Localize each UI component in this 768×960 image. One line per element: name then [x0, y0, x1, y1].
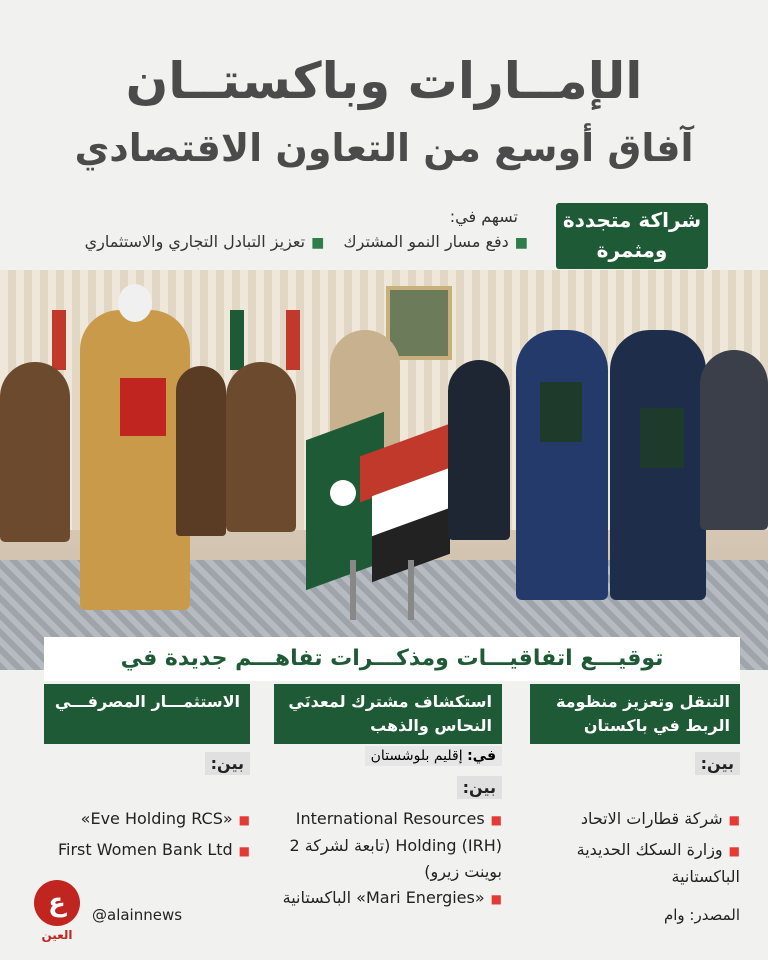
- between-label: بين:: [695, 752, 740, 775]
- person-head: [118, 284, 152, 322]
- agreement-card-transport: التنقل وتعزيز منظومة الربط في باكستان: [530, 684, 740, 744]
- person: [516, 330, 608, 600]
- contributes-item: دفع مسار النمو المشترك: [343, 232, 509, 251]
- bullet-icon: ■: [490, 892, 502, 906]
- person: [80, 310, 190, 610]
- between-label: بين:: [205, 752, 250, 775]
- bullet-icon: ■: [238, 844, 250, 858]
- person: [0, 362, 70, 542]
- contributes-list: [85, 232, 528, 251]
- party-list: [274, 806, 502, 912]
- list-item: ■وزارة السكك الحديدية الباكستانية: [576, 840, 740, 886]
- person: [176, 366, 226, 536]
- bullet-icon: ■: [728, 813, 740, 827]
- signing-ceremony-photo: [0, 270, 768, 670]
- party-list: [540, 806, 740, 890]
- list-item: ■«Mari Energies» الباكستانية: [282, 888, 502, 907]
- between-label: بين:: [457, 776, 502, 799]
- page-subtitle: آفاق أوسع من التعاون الاقتصادي: [74, 126, 694, 170]
- flag-pole: [350, 560, 356, 620]
- list-item: ■«Eve Holding RCS»: [80, 809, 250, 828]
- green-folder: [540, 382, 582, 442]
- agreement-card-banking: الاستثمـــار المصرفـــي: [44, 684, 250, 744]
- source-label: المصدر: وام: [663, 906, 740, 924]
- agreements-banner: توقيـــع اتفاقيـــات ومذكـــرات تفاهـــم جديدة في: [44, 637, 740, 681]
- list-item: ■First Women Bank Ltd: [57, 840, 250, 859]
- bullet-icon: ■: [490, 813, 502, 827]
- agreement-card-mining: استكشاف مشترك لمعدنَي النحاس والذهب: [274, 684, 502, 744]
- page-title: الإمــارات وباكستــان: [125, 52, 643, 110]
- party-list: [30, 806, 250, 864]
- logo-text: العين: [41, 928, 73, 942]
- flag-icon: [286, 310, 300, 370]
- logo-icon: ع: [34, 880, 80, 926]
- contributes-item: تعزيز التبادل التجاري والاستثماري: [84, 232, 306, 251]
- flag-icon: [230, 310, 244, 370]
- crescent-icon: [330, 480, 356, 506]
- bullet-icon: ■: [238, 813, 250, 827]
- red-folder: [120, 378, 166, 436]
- flag-pole: [408, 560, 414, 620]
- partnership-badge: شراكة متجددة ومثمرة: [556, 203, 708, 269]
- person: [226, 362, 296, 532]
- list-item: ■شركة قطارات الاتحاد: [580, 809, 740, 828]
- green-folder: [640, 408, 684, 468]
- person: [700, 350, 768, 530]
- region-tag: في: إقليم بلوشستان: [365, 746, 502, 766]
- bullet-icon: ■: [311, 235, 325, 251]
- list-item: ■International Resources Holding (IRH) (تابعة لشركة 2 بوينت زيرو): [289, 809, 502, 881]
- bullet-icon: ■: [514, 235, 528, 251]
- social-handle: @alainnews: [92, 906, 183, 924]
- flag-icon: [52, 310, 66, 370]
- person: [448, 360, 510, 540]
- bullet-icon: ■: [728, 844, 740, 858]
- contributes-label: تسهم في:: [449, 207, 518, 226]
